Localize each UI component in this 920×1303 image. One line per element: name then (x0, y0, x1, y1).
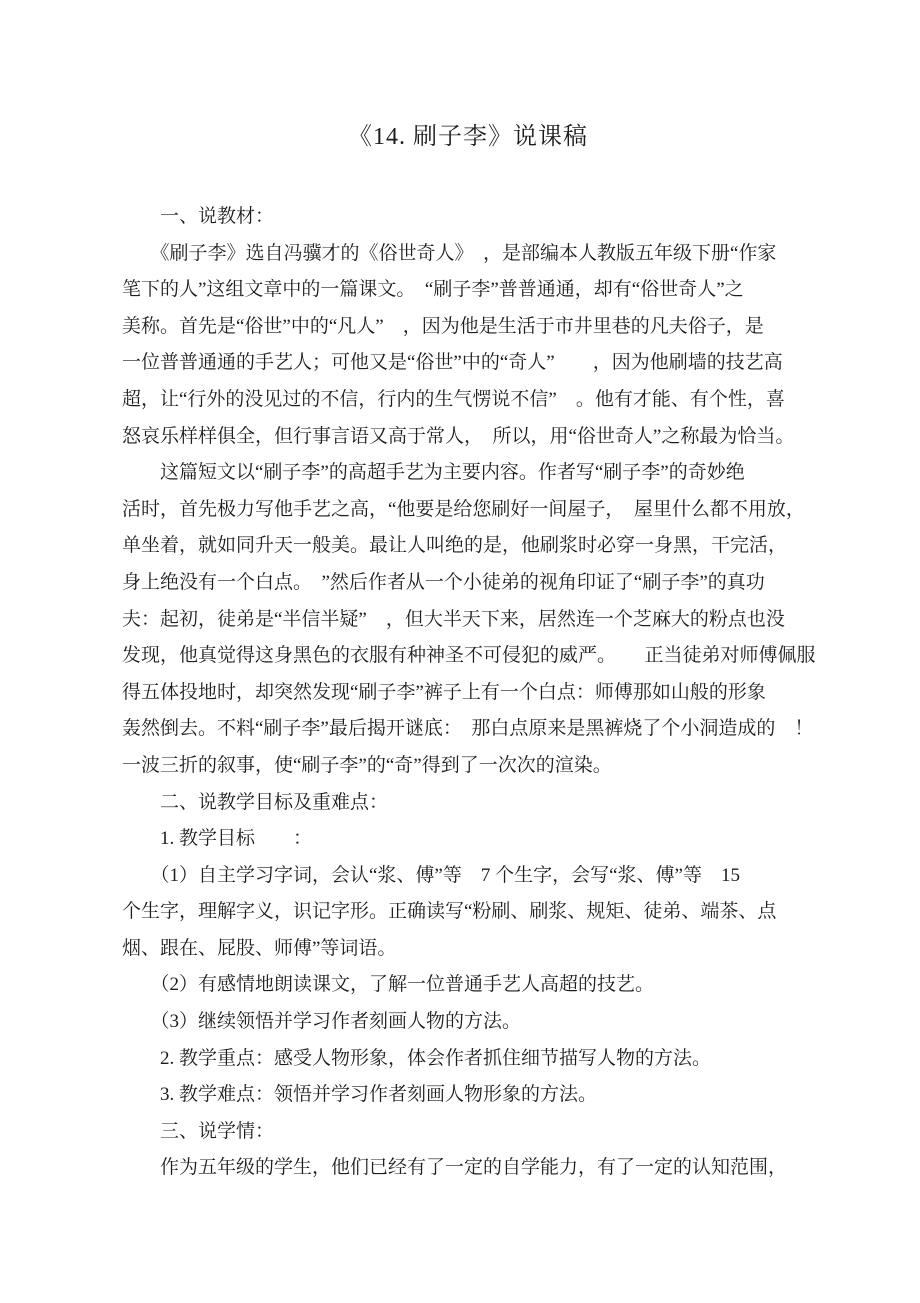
text-line: 这篇短文以“刷子李”的高超手艺为主要内容。作者写“刷子李”的奇妙绝 (122, 462, 745, 484)
text-line: 身上绝没有一个白点。 ”然后作者从一个小徒弟的视角印证了“刷子李”的真功 (122, 571, 765, 593)
text-line: 发现，他真觉得这身黑色的衣服有种神圣不可侵犯的威严。 正当徒弟对师傅佩服 (122, 645, 816, 667)
text-line: 轰然倒去。不料“刷子李”最后揭开谜底： 那白点原来是黑裤烧了个小洞造成的 ！ (122, 718, 814, 740)
text-line: 作为五年级的学生，他们已经有了一定的自学能力，有了一定的认知范围， (122, 1157, 788, 1179)
text-line: 一、说教材： (122, 206, 275, 227)
text-line: 1. 教学目标 ： (122, 828, 313, 850)
text-line: 得五体投地时，却突然发现“刷子李”裤子上有一个白点：师傅那如山般的形象 (122, 681, 766, 703)
text-line: 二、说教学目标及重难点： (122, 791, 389, 813)
text-line: （2）有感情地朗读课文，了解一位普通手艺人高超的技艺。 (122, 974, 655, 996)
text-line: 烟、跟在、屁股、师傅”等词语。 (122, 937, 397, 959)
text-line: （1）自主学习字词，会认“浆、傅”等 7 个生字，会写“浆、傅”等 15 (122, 864, 740, 886)
text-line: 《刷子李》选自冯骥才的《俗世奇人》 ，是部编本人教版五年级下册“作家 (122, 242, 777, 264)
text-line: 三、说学情： (122, 1120, 275, 1142)
text-line: 一位普普通通的手艺人；可他又是“俗世”中的“奇人” ，因为他刷墙的技艺高 (122, 352, 783, 374)
text-line: （3）继续领悟并学习作者刻画人物的方法。 (122, 1011, 522, 1033)
text-line: 个生字，理解字义，识记字形。正确读写“粉刷、刷浆、规矩、徒弟、端茶、点 (122, 901, 777, 923)
text-line: 笔下的人”这组文章中的一篇课文。 “刷子李”普普通通，却有“俗世奇人”之 (122, 279, 744, 301)
text-line: 一波三折的叙事，使“刷子李”的“奇”得到了一次次的渲染。 (122, 754, 612, 776)
document-body (122, 199, 822, 1187)
text-line: 单坐着，就如同升天一般美。最让人叫绝的是，他刷浆时必穿一身黑，干完活， (122, 535, 788, 557)
text-line: 2. 教学重点：感受人物形象，体会作者抓住细节描写人物的方法。 (122, 1047, 712, 1069)
text-line: 怒哀乐样样俱全，但行事言语又高于常人， 所以，用“俗世奇人”之称最为恰当。 (122, 425, 795, 447)
text-line: 活时，首先极力写他手艺之高，“他要是给您刷好一间屋子， 屋里什么都不用放， (122, 498, 805, 520)
text-line: 美称。首先是“俗世”中的“凡人” ，因为他是生活于市井里巷的凡夫俗子，是 (122, 315, 764, 337)
text-line: 超，让“行外的没见过的不信，行内的生气愣说不信” 。他有才能、有个性，喜 (122, 388, 785, 410)
text-line: 3. 教学难点：领悟并学习作者刻画人物形象的方法。 (122, 1084, 598, 1106)
document-title: 《14. 刷子李》说课稿 (348, 124, 588, 150)
text-line: 夫：起初，徒弟是“半信半疑” ，但大半天下来，居然连一个芝麻大的粉点也没 (122, 608, 785, 630)
